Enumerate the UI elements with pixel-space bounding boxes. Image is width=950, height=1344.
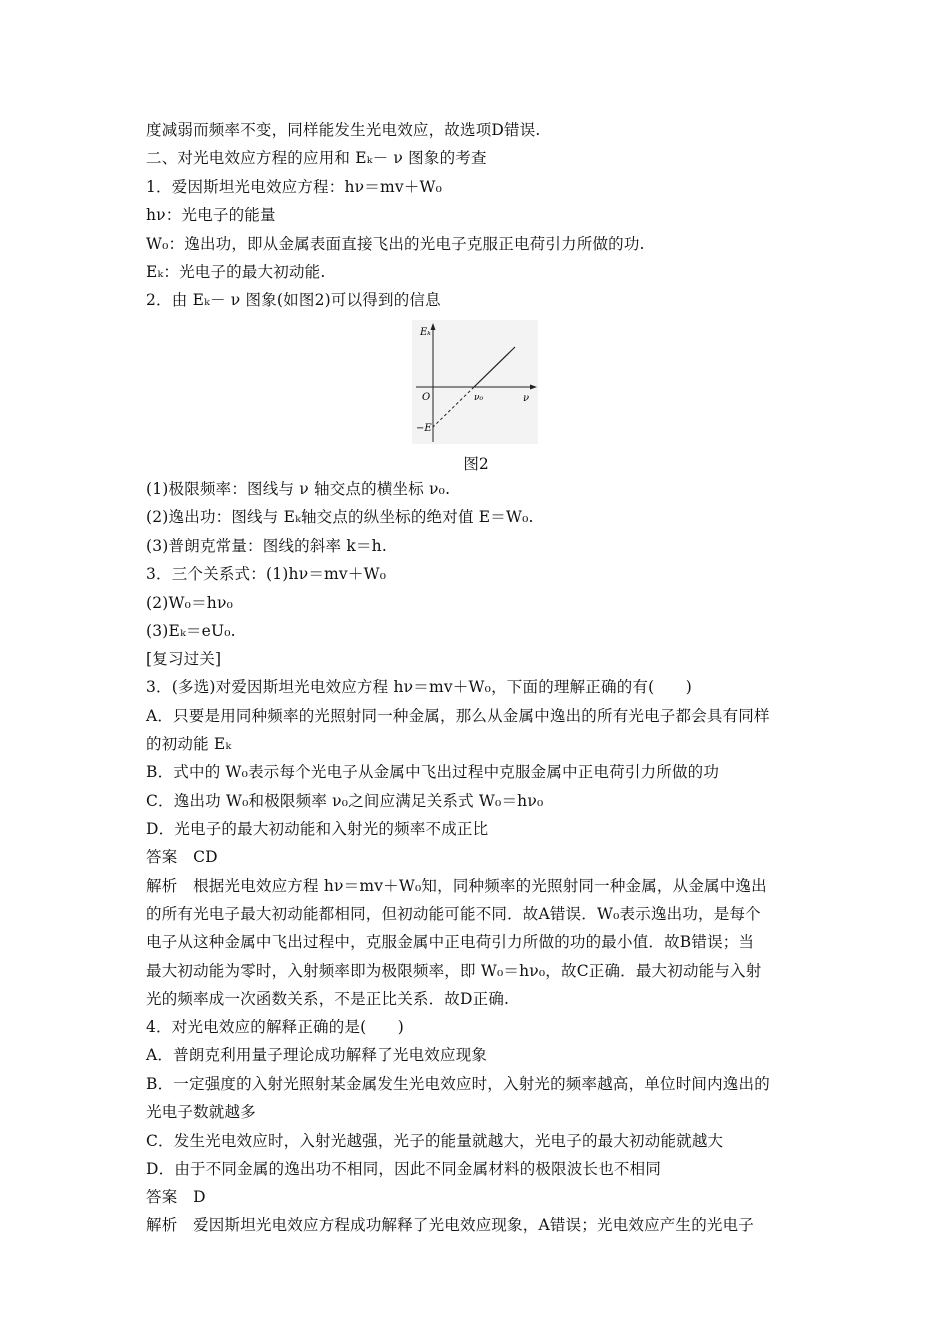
x-intercept-label: ν₀ <box>474 393 484 403</box>
analysis-line: 解析 爱因斯坦光电效应方程成功解释了光电效应现象，A错误；光电效应产生的光电子 <box>146 1216 754 1234</box>
option-c: C．逸出功 W₀和极限频率 ν₀之间应满足关系式 W₀＝hν₀ <box>146 792 544 810</box>
text-line: 度减弱而频率不变，同样能发生光电效应，故选项D错误. <box>146 121 541 139</box>
ek-nu-graph <box>412 320 538 444</box>
text-line: (3)普朗克常量：图线的斜率 k＝h. <box>146 537 387 555</box>
text-line: (3)Eₖ＝eU₀. <box>146 622 236 640</box>
option-a: A．普朗克利用量子理论成功解释了光电效应现象 <box>146 1046 488 1064</box>
option-b: B．式中的 W₀表示每个光电子从金属中飞出过程中克服金属中正电荷引力所做的功 <box>146 763 720 781</box>
option-b: B．一定强度的入射光照射某金属发生光电效应时，入射光的频率越高，单位时间内逸出的 <box>146 1075 770 1093</box>
text-line: (2)逸出功：图线与 Eₖ轴交点的纵坐标的绝对值 E＝W₀. <box>146 508 534 526</box>
option-c: C．发生光电效应时，入射光越强，光子的能量就越大，光电子的最大初动能就越大 <box>146 1132 724 1150</box>
option-d: D．由于不同金属的逸出功不相同，因此不同金属材料的极限波长也不相同 <box>146 1160 662 1178</box>
analysis-line: 解析 根据光电效应方程 hν＝mv＋W₀知，同种频率的光照射同一种金属，从金属中逸出 <box>146 877 767 895</box>
analysis-line: 的所有光电子最大初动能都相同，但初动能可能不同．故A错误．W₀表示逸出功，是每个 <box>146 905 761 923</box>
option-a: A．只要是用同种频率的光照射同一种金属，那么从金属中逸出的所有光电子都会具有同样 <box>146 707 770 725</box>
text-line: hν：光电子的能量 <box>146 206 276 224</box>
option-a-continued: 的初动能 Eₖ <box>146 735 232 753</box>
graph-svg <box>412 320 538 444</box>
y-intercept-label: −E <box>416 423 432 434</box>
question-stem: 4．对光电效应的解释正确的是( ) <box>146 1018 405 1036</box>
text-line: W₀：逸出功，即从金属表面直接飞出的光电子克服正电荷引力所做的功. <box>146 235 645 253</box>
text-line: (1)极限频率：图线与 ν 轴交点的横坐标 ν₀. <box>146 480 451 498</box>
option-d: D．光电子的最大初动能和入射光的频率不成正比 <box>146 820 489 838</box>
answer-line: 答案 D <box>146 1188 206 1206</box>
text-line: Eₖ：光电子的最大初动能. <box>146 263 326 281</box>
origin-label: O <box>422 392 431 403</box>
answer-line: 答案 CD <box>146 848 218 866</box>
text-line: 1．爱因斯坦光电效应方程：hν＝mv＋W₀ <box>146 178 443 196</box>
analysis-line: 电子从这种金属中飞出过程中，克服金属中正电荷引力所做的功的最小值．故B错误；当 <box>146 933 755 951</box>
option-b-continued: 光电子数就越多 <box>146 1103 256 1121</box>
section-label: [复习过关] <box>146 650 222 668</box>
analysis-line: 最大初动能为零时，入射频率即为极限频率，即 W₀＝hν₀，故C正确．最大初动能与入射 <box>146 962 762 980</box>
figure-caption: 图2 <box>463 455 489 473</box>
text-line: 2．由 Eₖ－ ν 图象(如图2)可以得到的信息 <box>146 291 441 309</box>
y-axis-label: Eₖ <box>420 327 431 338</box>
text-line: 3．三个关系式：(1)hν＝mv＋W₀ <box>146 565 387 583</box>
text-line: (2)W₀＝hν₀ <box>146 594 234 612</box>
question-stem: 3．(多选)对爱因斯坦光电效应方程 hν＝mv＋W₀，下面的理解正确的有( ) <box>146 678 692 696</box>
section-heading: 二、对光电效应方程的应用和 Eₖ－ ν 图象的考查 <box>146 149 487 167</box>
x-axis-label: ν <box>523 393 530 404</box>
analysis-line: 光的频率成一次函数关系，不是正比关系．故D正确. <box>146 990 510 1008</box>
